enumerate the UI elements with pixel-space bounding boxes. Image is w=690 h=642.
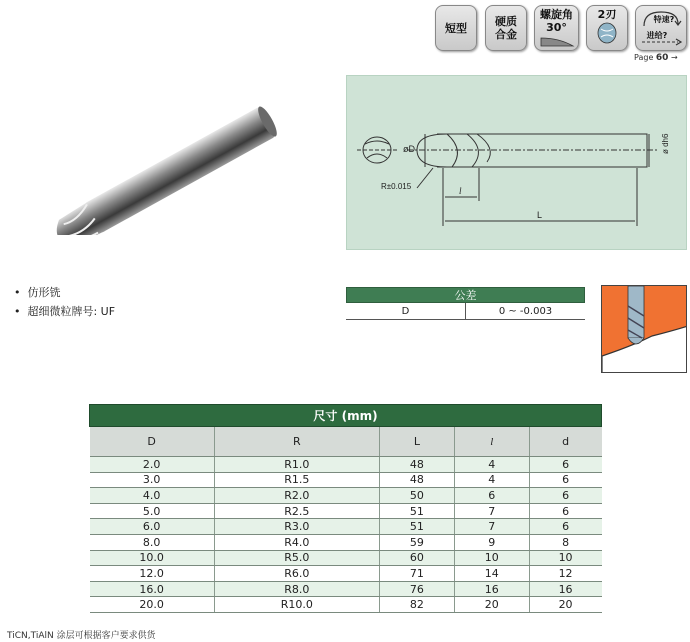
table-row [90,472,602,488]
table-cell: R2.5 [214,503,379,519]
table-cell: 10 [529,550,601,566]
table-cell: 71 [380,566,455,582]
cutting-tool-icon [602,286,687,373]
table-row [90,550,602,566]
dim-label-phiD: øD [403,144,415,154]
table-cell: 60 [380,550,455,566]
table-cell: 6 [529,457,601,473]
dim-label-L: L [537,210,543,220]
badge-label: 2刃 [597,8,617,21]
badge-label: 短型 [445,21,467,35]
table-cell: R8.0 [214,581,379,597]
table-cell: 4.0 [90,488,215,504]
table-cell: 6 [529,519,601,535]
table-cell: 4 [454,457,529,473]
table-cell: 6 [454,488,529,504]
page-number: 60 [655,53,669,63]
dim-label-radius: R±0.015 [381,182,412,191]
table-row [90,488,602,504]
table-cell: 6 [529,472,601,488]
table-row [90,566,602,582]
table-cell: 7 [454,519,529,535]
table-cell: 50 [380,488,455,504]
badge-label: 特速? [653,15,675,24]
table-cell: 20.0 [90,597,215,613]
badge-two-flute [586,5,628,51]
page-reference[interactable] [634,53,678,63]
table-row [90,534,602,550]
table-cell: R6.0 [214,566,379,582]
dim-label-phid: ø dh6 [661,133,670,154]
table-cell: 59 [380,534,455,550]
table-cell: R2.0 [214,488,379,504]
table-cell: 20 [529,597,601,613]
tolerance-key: D [346,303,466,319]
coating-footnote: TiCN,TiAlN 涂层可根据客户要求供货 [7,631,156,641]
end-mill-photo [40,105,300,235]
badge-label: 30° [546,21,567,34]
tolerance-value: 0 ~ -0.003 [498,306,553,317]
table-cell: 12.0 [90,566,215,582]
page-label: Page [634,53,654,62]
badge-label: 进给? [646,31,668,40]
table-row [90,581,602,597]
table-cell: 6.0 [90,519,215,535]
table-cell: R5.0 [214,550,379,566]
badge-short-type [435,5,477,51]
table-cell: 76 [380,581,455,597]
table-row [90,597,602,613]
table-cell: 10 [454,550,529,566]
table-cell: 8.0 [90,534,215,550]
badge-label: 螺旋角 [540,8,573,21]
feature-bullet-2: • 超细微粒牌号: UF [14,305,116,318]
badge-carbide [485,5,527,51]
feature-bullet-1: • 仿形铣 [14,286,61,299]
table-cell: 9 [454,534,529,550]
table-cell: 4 [454,472,529,488]
table-cell: 8 [529,534,601,550]
col-header-D: D [90,427,215,457]
table-row [90,457,602,473]
table-cell: 3.0 [90,472,215,488]
table-cell: 10.0 [90,550,215,566]
table-cell: 6 [529,488,601,504]
table-cell: 48 [380,472,455,488]
table-cell: 20 [454,597,529,613]
table-cell: R1.5 [214,472,379,488]
col-header-L: L [380,427,455,457]
table-cell: 16.0 [90,581,215,597]
bullet-text: 超细微粒牌号: UF [27,305,116,318]
dimension-table [89,404,602,613]
table-cell: 6 [529,503,601,519]
badge-label: 硬质 [495,15,517,28]
bullet-text: 仿形铣 [27,286,61,299]
table-cell: 2.0 [90,457,215,473]
technical-drawing [346,75,687,250]
col-header-d: d [529,427,601,457]
helix-curve-icon [539,34,575,48]
table-cell: 12 [529,566,601,582]
cutting-illustration [601,285,687,373]
badge-speed-feed [635,5,687,51]
table-cell: 16 [529,581,601,597]
table-cell: R1.0 [214,457,379,473]
tolerance-table [346,287,585,320]
table-cell: R3.0 [214,519,379,535]
dimension-table-title: 尺寸 (mm) [90,405,602,427]
tolerance-title: 公差 [346,287,585,303]
col-header-l: l [454,427,529,457]
flute-icon [596,21,618,45]
arrow-right-icon: → [671,53,678,62]
badge-helix-angle [534,5,579,51]
tolerance-row [346,303,585,320]
table-cell: R10.0 [214,597,379,613]
table-row [90,503,602,519]
col-header-R: R [214,427,379,457]
table-cell: 7 [454,503,529,519]
table-cell: 5.0 [90,503,215,519]
table-cell: 14 [454,566,529,582]
table-row [90,519,602,535]
table-cell: 82 [380,597,455,613]
dimension-header-row [90,427,602,457]
table-cell: R4.0 [214,534,379,550]
table-cell: 16 [454,581,529,597]
table-cell: 51 [380,519,455,535]
table-cell: 51 [380,503,455,519]
table-cell: 48 [380,457,455,473]
dim-label-l: l [459,186,462,196]
dimension-diagram [347,76,688,251]
badge-label: 合金 [495,28,517,41]
